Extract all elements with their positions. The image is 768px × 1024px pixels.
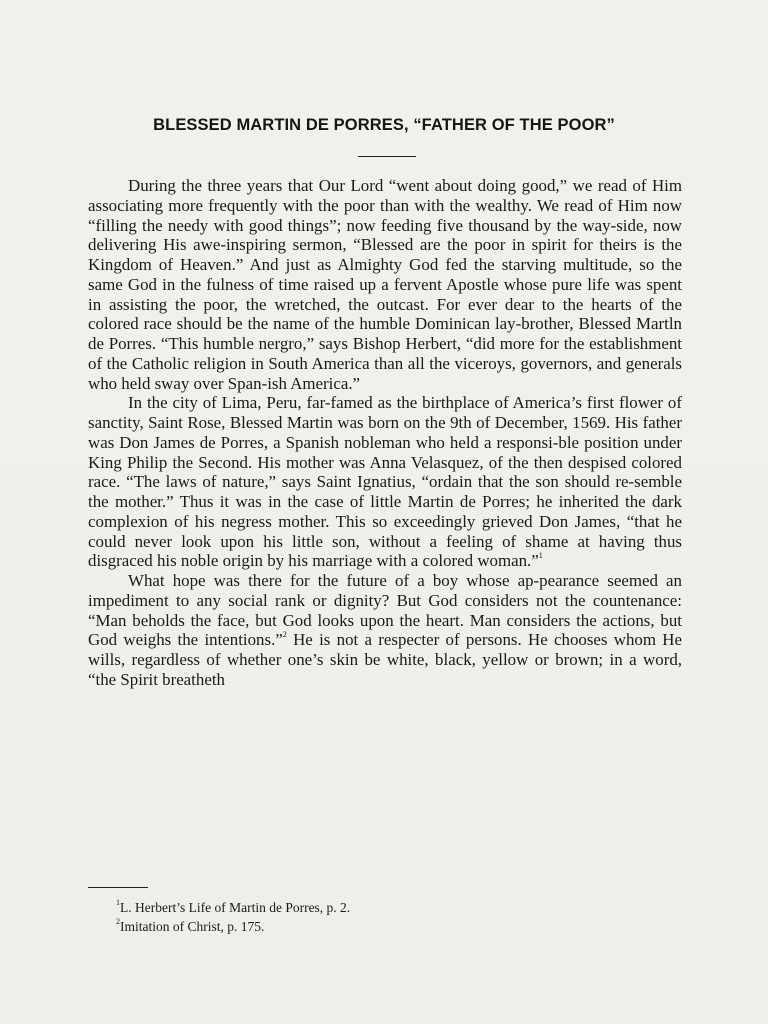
- footnote-2-text: Imitation of Christ, p. 175.: [120, 919, 265, 934]
- footnote-2: [116, 917, 350, 936]
- body-text: [88, 176, 682, 690]
- paragraph-3: [88, 571, 682, 690]
- title-divider: [358, 156, 416, 157]
- paragraph-2: [88, 393, 682, 571]
- paragraph-3-text: What hope was there for the future of a boy whose ap-pearance seemed an impediment to any social rank or dignity? But God considers not the countenance: “Man beholds the face, but God looks upon the heart. Man considers the actions, but God weighs the intentions.”: [88, 571, 682, 650]
- footnotes: [116, 898, 350, 936]
- footnote-1-text: L. Herbert’s Life of Martin de Porres, p. 2.: [120, 900, 351, 915]
- footnote-divider: [88, 887, 148, 888]
- paragraph-1: [88, 176, 682, 393]
- footnote-ref-2: 2: [282, 630, 287, 640]
- chapter-title: BLESSED MARTIN DE PORRES, “FATHER OF THE POOR”: [153, 116, 615, 134]
- footnote-mark-1: 1: [116, 898, 120, 907]
- paragraph-2-text: In the city of Lima, Peru, far-famed as the birthplace of America’s first flower of sanctity, Saint Rose, Blessed Martin was born on the 9th of December, 1569. His father was Don James de Porres, a Spanish nobleman who held a responsi-ble position under King Philip the Second. His mother was Anna Velasquez, of the then despised colored race. “The laws of nature,” says Saint Ignatius, “ordain that the son should re-semble the mother.” Thus it was in the case of little Martin de Porres; he inherited the dark complexion of his negress mother. This so exceedingly grieved Don James, “that he could never look upon his little son, without a feeling of shame at having thus disgraced his noble origin by his marriage with a colored woman.”: [88, 393, 682, 571]
- footnote-1: [116, 898, 350, 917]
- footnote-ref-1: 1: [538, 551, 543, 561]
- paragraph-3-text-continued: He is not a respecter of persons. He chooses whom He wills, regardless of whether one’s skin be white, black, yellow or brown; in a word, “the Spirit breatheth: [88, 630, 682, 689]
- paragraph-1-text: During the three years that Our Lord “went about doing good,” we read of Him associating more frequently with the poor than with the wealthy. We read of Him now “filling the needy with good things”; now feeding five thousand by the way-side, now delivering His awe-inspiring sermon, “Blessed are the poor in spirit for theirs is the Kingdom of Heaven.” And just as Almighty God fed the starving multitude, so the same God in the fulness of time raised up a fervent Apostle whose pure life was spent in assisting the poor, the wretched, the outcast. For ever dear to the hearts of the colored race should be the name of the humble Dominican lay-brother, Blessed Martln de Porres. “This humble nergro,” says Bishop Herbert, “did more for the establishment of the Catholic religion in South America than all the viceroys, governors, and generals who held sway over Span-ish America.”: [88, 176, 682, 393]
- footnote-mark-2: 2: [116, 917, 120, 926]
